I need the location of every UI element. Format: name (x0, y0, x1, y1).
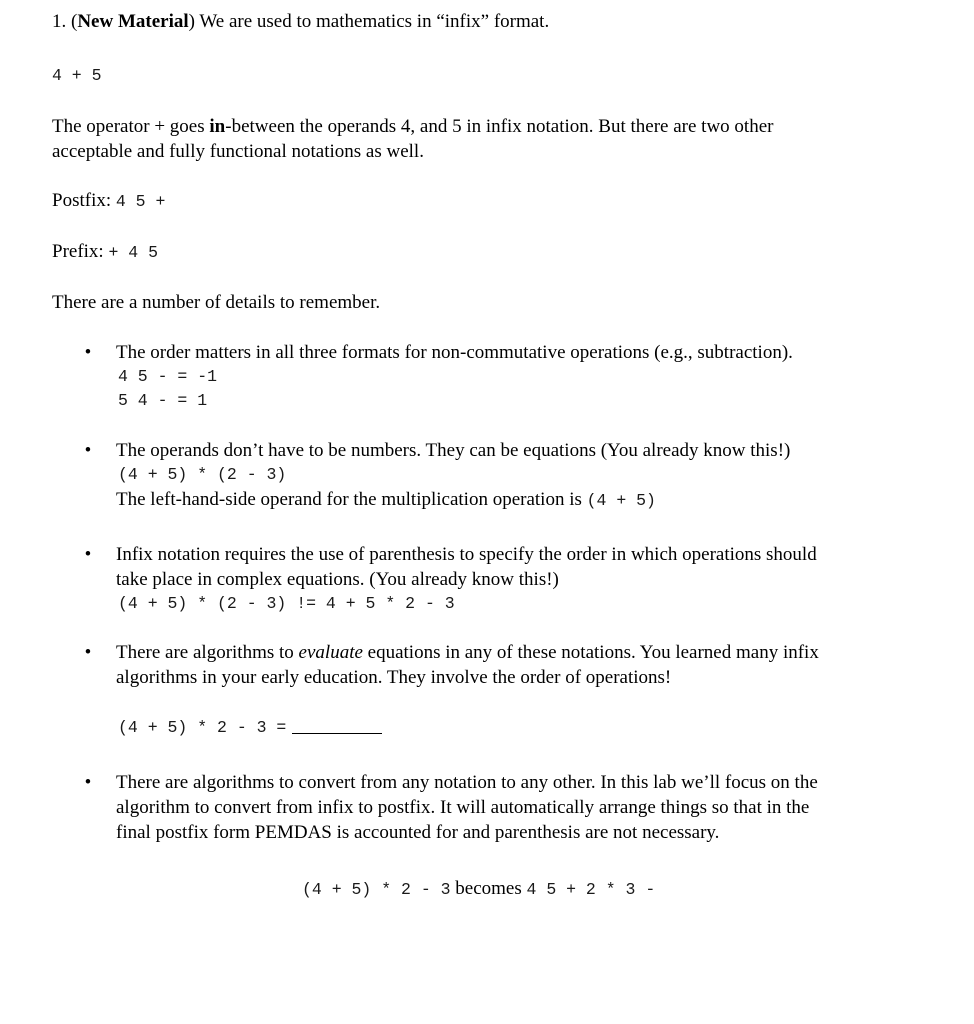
bullet-item-2 (116, 438, 936, 513)
bullet-5-line-2: algorithm to convert from infix to postfix. It will automatically arrange things so that in the (116, 797, 810, 818)
bullet-3-line-1: Infix notation requires the use of parenthesis to specify the order in which operations should (116, 544, 817, 565)
postfix-label: Postfix: (52, 190, 116, 211)
bullet-glyph-2: • (84, 440, 92, 461)
bullet-item-5 (116, 770, 936, 845)
prefix-label: Prefix: (52, 241, 109, 262)
heading-bold: New Material (77, 11, 189, 32)
heading-number: 1. ( (52, 11, 78, 32)
bullet-1-code-2: 5 4 - = 1 (118, 391, 208, 410)
intro-line-1-a: The operator + goes (52, 116, 210, 137)
bullet-4-line-1-a: There are algorithms to (116, 642, 299, 663)
conversion-word: becomes (450, 878, 527, 899)
conversion-infix: (4 + 5) * 2 - 3 (302, 880, 451, 899)
bullet-2-text: The operands don’t have to be numbers. They can be equations (You already know this!) (116, 440, 791, 461)
intro-line-1-b: -between the operands 4, and 5 in infix notation. But there are two other (225, 116, 774, 137)
bullet-item-3 (116, 542, 936, 616)
intro-line-1 (52, 114, 773, 139)
postfix-line (52, 188, 165, 214)
prefix-code: + 4 5 (108, 243, 158, 262)
bullet-glyph-5: • (84, 772, 92, 793)
bullet-item-4 (116, 640, 936, 690)
bullet-4-exercise (116, 714, 936, 740)
bullet-3-code-1: (4 + 5) * (2 - 3) != 4 + 5 * 2 - 3 (118, 594, 455, 613)
bullet-2-code-2: (4 + 5) (586, 491, 656, 510)
bullet-5-line-1: There are algorithms to convert from any notation to any other. In this lab we’ll focus on the (116, 772, 818, 793)
bullet-glyph-3: • (84, 544, 92, 565)
bullet-4-line-2: algorithms in your early education. They involve the order of operations! (116, 667, 672, 688)
bullet-2-code-1: (4 + 5) * (2 - 3) (118, 465, 287, 484)
bullet-5-line-3: final postfix form PEMDAS is accounted for and parenthesis are not necessary. (116, 822, 720, 843)
conversion-example (302, 876, 655, 902)
bullet-4-line-1 (116, 640, 936, 665)
bullet-4-code-1: (4 + 5) * 2 - 3 = (118, 718, 287, 737)
bullet-3-line-2: take place in complex equations. (You already know this!) (116, 569, 559, 590)
intro-line-2: acceptable and fully functional notations as well. (52, 141, 424, 162)
bullet-2-text-2: The left-hand-side operand for the multiplication operation is (116, 489, 587, 510)
conversion-postfix: 4 5 + 2 * 3 - (526, 880, 656, 899)
postfix-code: 4 5 + (115, 192, 166, 211)
bullet-4-line-1-italic: evaluate (298, 642, 363, 663)
infix-example: 4 + 5 (52, 66, 102, 85)
heading-rest: ) We are used to mathematics in “infix” format. (188, 11, 550, 32)
answer-blank (292, 732, 382, 734)
prefix-line (52, 239, 158, 265)
intro-line-1-bold: in (209, 116, 226, 137)
bullet-glyph-4: • (84, 642, 92, 663)
question-heading (52, 9, 549, 34)
bullet-1-code-1: 4 5 - = -1 (118, 367, 218, 386)
details-intro: There are a number of details to remember. (52, 292, 381, 313)
bullet-glyph-1: • (84, 342, 92, 363)
intro-paragraph (52, 114, 773, 164)
bullet-item-1 (116, 340, 936, 413)
bullet-4-line-1-b: equations in any of these notations. You learned many infix (362, 642, 819, 663)
bullet-1-text: The order matters in all three formats for non-commutative operations (e.g., subtraction). (116, 342, 793, 363)
bullet-2-text-2-line (116, 487, 936, 513)
